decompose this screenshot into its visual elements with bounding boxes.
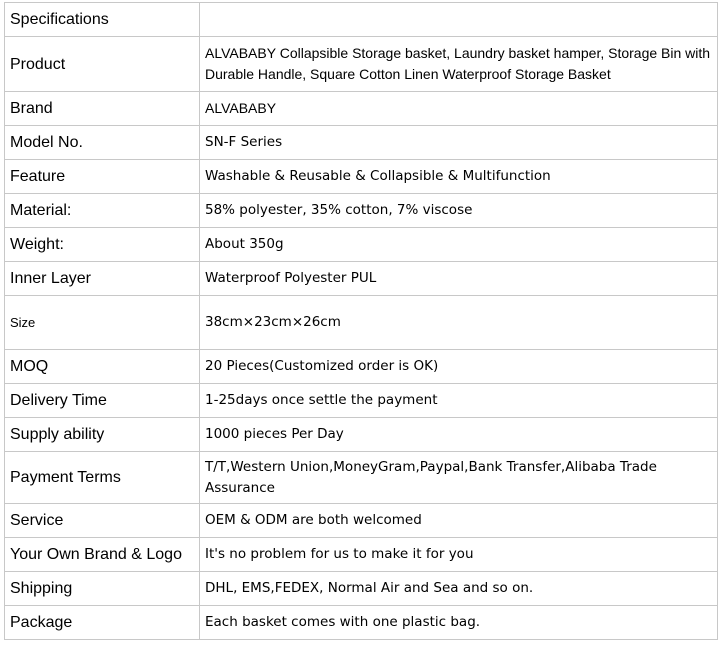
row-value-size: 38cm×23cm×26cm [200,296,718,350]
row-label-service: Service [5,504,200,538]
row-label-feature: Feature [5,160,200,194]
table-row-shipping [5,572,718,606]
table-row-inner-layer [5,262,718,296]
table-row-own-brand [5,538,718,572]
row-label-package: Package [5,606,200,640]
header-value [200,3,718,37]
row-value-payment-terms: T/T,Western Union,MoneyGram,Paypal,Bank Transfer,Alibaba Trade Assurance [200,452,718,504]
table-row-product [5,37,718,92]
row-value-own-brand: It's no problem for us to make it for you [200,538,718,572]
row-label-payment-terms: Payment Terms [5,452,200,504]
table-row-moq [5,350,718,384]
row-label-product: Product [5,37,200,92]
row-value-delivery-time: 1-25days once settle the payment [200,384,718,418]
row-value-feature: Washable & Reusable & Collapsible & Multifunction [200,160,718,194]
table-row-brand [5,92,718,126]
table-row-supply-ability [5,418,718,452]
table-row-model [5,126,718,160]
table-row-package [5,606,718,640]
row-value-package: Each basket comes with one plastic bag. [200,606,718,640]
row-label-moq: MOQ [5,350,200,384]
row-label-shipping: Shipping [5,572,200,606]
table-row-service [5,504,718,538]
row-value-moq: 20 Pieces(Customized order is OK) [200,350,718,384]
header-label: Specifications [5,3,200,37]
row-label-weight: Weight: [5,228,200,262]
row-label-own-brand: Your Own Brand & Logo [5,538,200,572]
row-value-supply-ability: 1000 pieces Per Day [200,418,718,452]
row-value-model: SN-F Series [200,126,718,160]
table-row-material [5,194,718,228]
row-label-brand: Brand [5,92,200,126]
table-row-payment-terms [5,452,718,504]
row-value-material: 58% polyester, 35% cotton, 7% viscose [200,194,718,228]
table-row-weight [5,228,718,262]
row-label-supply-ability: Supply ability [5,418,200,452]
table-row-size [5,296,718,350]
row-value-weight: About 350g [200,228,718,262]
table-row-header [5,3,718,37]
row-value-service: OEM & ODM are both welcomed [200,504,718,538]
specifications-table [4,2,718,640]
row-label-size: Size [5,296,200,350]
row-label-delivery-time: Delivery Time [5,384,200,418]
row-value-shipping: DHL, EMS,FEDEX, Normal Air and Sea and so on. [200,572,718,606]
row-label-inner-layer: Inner Layer [5,262,200,296]
table-row-delivery-time [5,384,718,418]
row-value-inner-layer: Waterproof Polyester PUL [200,262,718,296]
row-value-brand: ALVABABY [200,92,718,126]
table-row-feature [5,160,718,194]
row-label-material: Material: [5,194,200,228]
row-label-model: Model No. [5,126,200,160]
row-value-product: ALVABABY Collapsible Storage basket, Laundry basket hamper, Storage Bin with Durable Handle, Square Cotton Linen Waterproof Storage Basket [200,37,718,92]
